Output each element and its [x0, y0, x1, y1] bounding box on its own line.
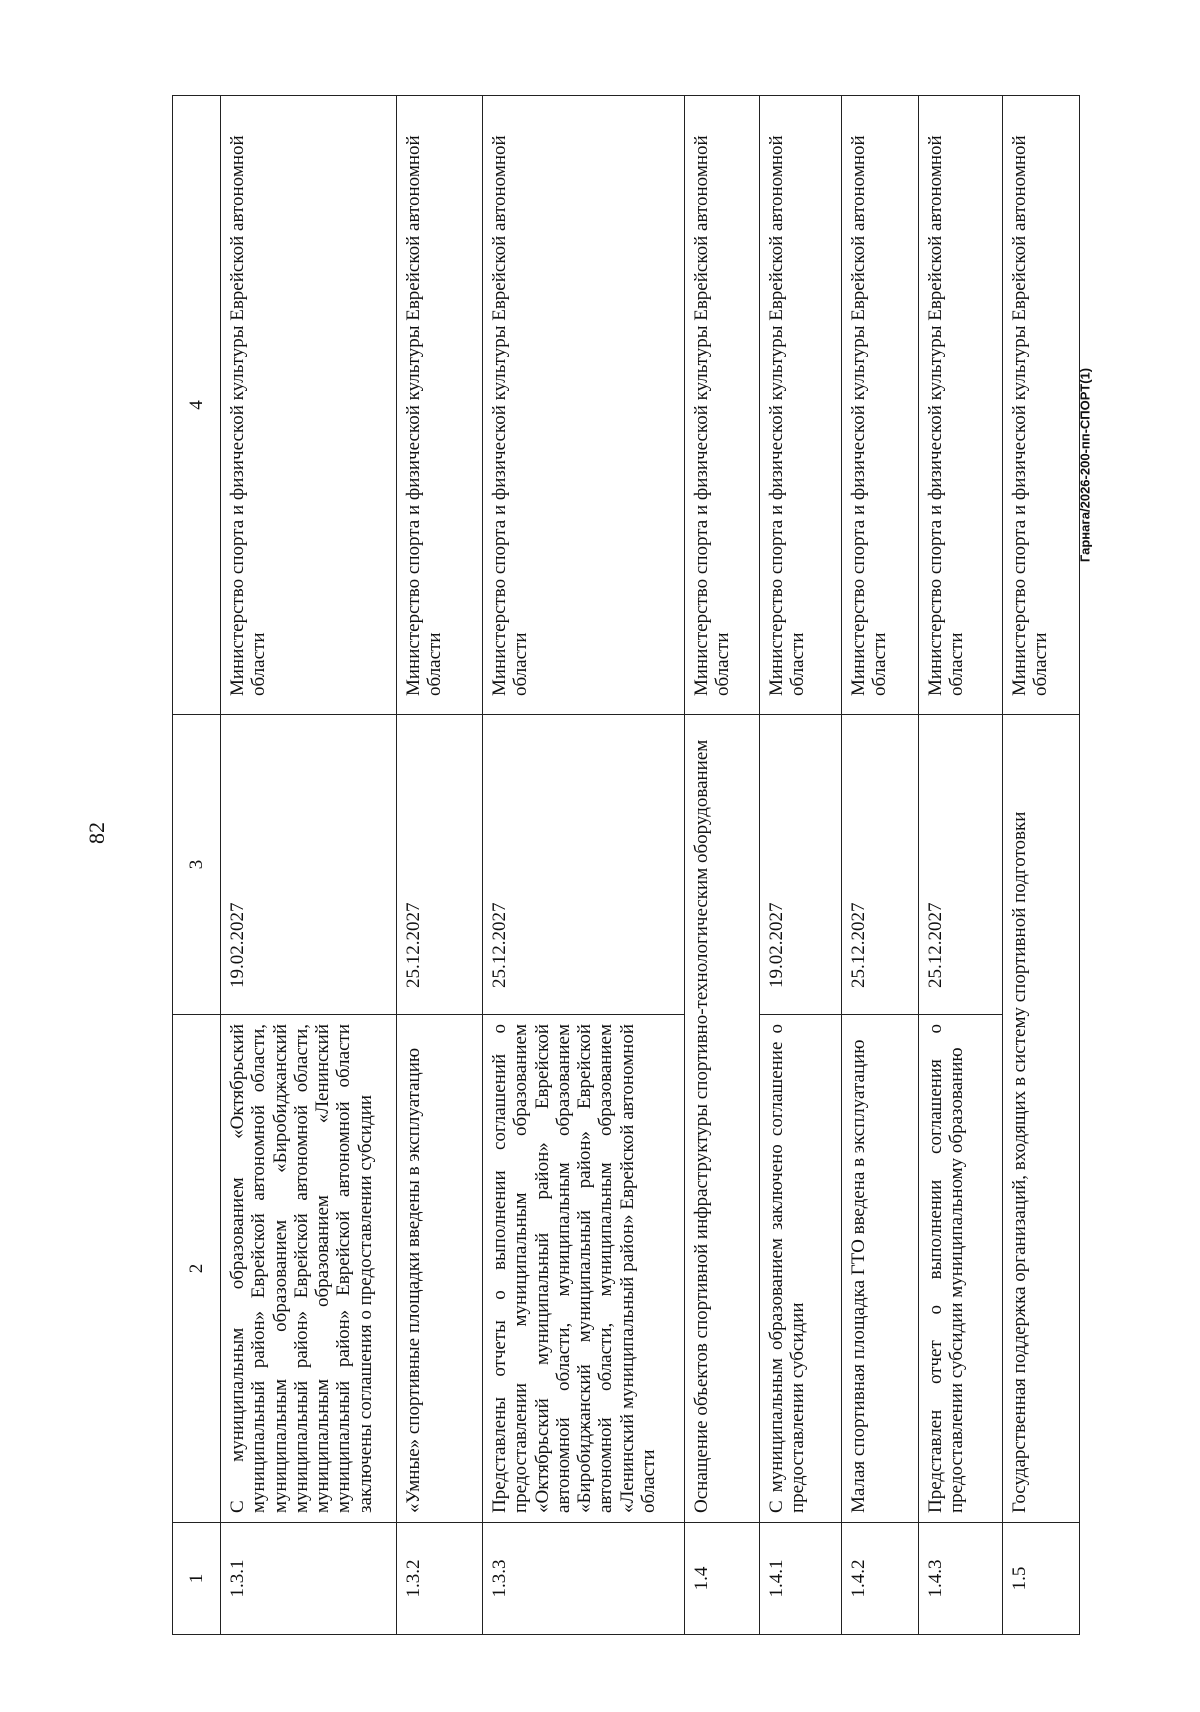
row-number: 1.4.1 — [760, 1523, 842, 1635]
row-event: Представлен отчет о выполнении соглашения о предоставлении субсидии муниципальному образованию — [918, 1015, 1002, 1523]
row-number: 1.4 — [684, 1523, 759, 1635]
page-number: 82 — [84, 822, 109, 844]
document-code: Гарнага/2026-200-пп-СПОРТ(1) — [1077, 367, 1093, 563]
row-section-title: Государственная поддержка организаций, входящих в систему спортивной подготовки — [1002, 715, 1079, 1523]
header-col-3: 3 — [173, 715, 221, 1015]
row-number: 1.3.3 — [482, 1523, 684, 1635]
row-date: 25.12.2027 — [841, 715, 918, 1015]
row-number: 1.3.1 — [221, 1523, 397, 1635]
row-date: 25.12.2027 — [482, 715, 684, 1015]
row-event: С муниципальным образованием «Октябрьский муниципальный район» Еврейской автономной области, муниципальным образованием «Биробиджанский муниципальный район» Еврейской автономной области, муниципальным образованием «Ленинский муниципальный район» Еврейской автономной области заключены соглашения о предоставлении субсидии — [221, 1015, 397, 1523]
row-responsible: Министерство спорта и физической культуры Еврейской автономной области — [918, 96, 1002, 715]
header-col-2: 2 — [173, 1015, 221, 1523]
row-responsible: Министерство спорта и физической культуры Еврейской автономной области — [482, 96, 684, 715]
rotated-table-area — [172, 95, 1080, 1635]
row-number: 1.4.3 — [918, 1523, 1002, 1635]
plan-table — [172, 95, 1080, 1635]
row-number: 1.3.2 — [397, 1523, 483, 1635]
row-number: 1.5 — [1002, 1523, 1079, 1635]
row-event: Малая спортивная площадка ГТО введена в эксплуатацию — [841, 1015, 918, 1523]
table-row — [684, 96, 759, 1635]
table-row — [841, 96, 918, 1635]
table-row — [918, 96, 1002, 1635]
row-date: 25.12.2027 — [918, 715, 1002, 1015]
row-event: С муниципальным образованием заключено соглашение о предоставлении субсидии — [760, 1015, 842, 1523]
row-date: 19.02.2027 — [760, 715, 842, 1015]
header-row — [173, 96, 221, 1635]
row-responsible: Министерство спорта и физической культуры Еврейской автономной области — [760, 96, 842, 715]
row-responsible: Министерство спорта и физической культуры Еврейской автономной области — [841, 96, 918, 715]
row-responsible: Министерство спорта и физической культуры Еврейской автономной области — [1002, 96, 1079, 715]
table-row — [221, 96, 397, 1635]
table-row — [1002, 96, 1079, 1635]
row-number: 1.4.2 — [841, 1523, 918, 1635]
row-responsible: Министерство спорта и физической культуры Еврейской автономной области — [397, 96, 483, 715]
row-date: 19.02.2027 — [221, 715, 397, 1015]
row-responsible: Министерство спорта и физической культуры Еврейской автономной области — [221, 96, 397, 715]
header-col-4: 4 — [173, 96, 221, 715]
table-row — [760, 96, 842, 1635]
row-event: Представлены отчеты о выполнении соглашений о предоставлении муниципальным образованием «Октябрьский муниципальный район» Еврейской автономной области, муниципальным образованием «Биробиджанский муниципальный район» Еврейской автономной области, муниципальным образованием «Ленинский муниципальный район» Еврейской автономной области — [482, 1015, 684, 1523]
row-event: «Умные» спортивные площадки введены в эксплуатацию — [397, 1015, 483, 1523]
row-date: 25.12.2027 — [397, 715, 483, 1015]
table-row — [482, 96, 684, 1635]
header-col-1: 1 — [173, 1523, 221, 1635]
row-responsible: Министерство спорта и физической культуры Еврейской автономной области — [684, 96, 759, 715]
table-row — [397, 96, 483, 1635]
row-section-title: Оснащение объектов спортивной инфраструктуры спортивно-технологическим оборудованием — [684, 715, 759, 1523]
